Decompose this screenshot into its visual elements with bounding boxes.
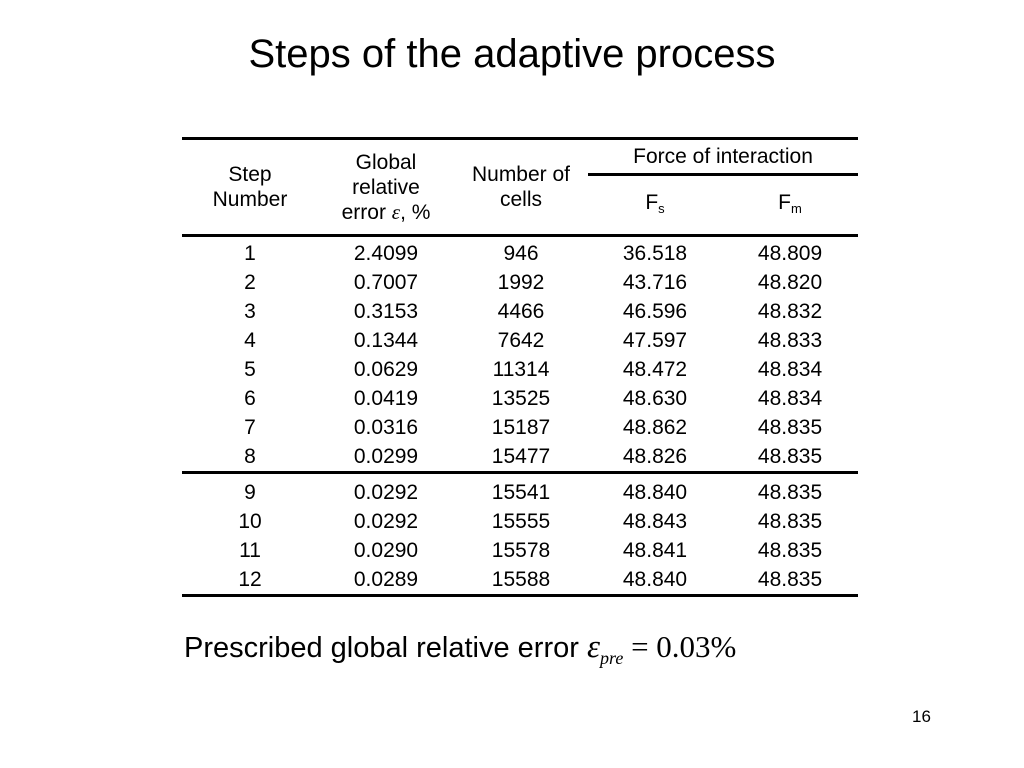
cell-step: 1: [244, 242, 256, 265]
table-row: [182, 442, 858, 473]
cell-fs: 48.841: [622, 539, 688, 562]
header-fs: [588, 175, 722, 236]
header-number-of-cells: [454, 139, 588, 236]
cell-cells: 15588: [491, 568, 551, 591]
table-row: [182, 297, 858, 326]
cell-fm: 48.835: [757, 510, 823, 533]
table-header-row: [182, 139, 858, 175]
cell-fm: 48.835: [757, 481, 823, 504]
cell-fm: 48.834: [757, 387, 823, 410]
cell-fm: 48.809: [757, 242, 823, 265]
cell-fs: 48.840: [622, 481, 688, 504]
header-step-line2: Number: [212, 188, 288, 211]
table-row: [182, 413, 858, 442]
cell-error: 0.7007: [353, 271, 419, 294]
cell-fs: 48.862: [622, 416, 688, 439]
cell-fm: 48.835: [757, 416, 823, 439]
cell-error: 0.1344: [353, 329, 419, 352]
table-body: [182, 236, 858, 596]
header-global-error: [318, 139, 454, 236]
epsilon-subscript: pre: [599, 648, 624, 668]
cell-error: 0.0292: [353, 481, 419, 504]
cell-step: 8: [244, 445, 256, 468]
cell-fs: 48.630: [622, 387, 688, 410]
cell-fm: 48.835: [757, 539, 823, 562]
header-error-line3: error: [341, 200, 386, 224]
cell-fs: 48.840: [622, 568, 688, 591]
header-fs-sub: s: [658, 200, 665, 216]
cell-error: 0.3153: [353, 300, 419, 323]
table-row: [182, 355, 858, 384]
header-fm: [722, 175, 858, 236]
cell-error: 0.0316: [353, 416, 419, 439]
cell-fm: 48.820: [757, 271, 823, 294]
cell-fm: 48.834: [757, 358, 823, 381]
cell-cells: 15555: [491, 510, 551, 533]
header-error-unit: , %: [400, 200, 431, 224]
cell-error: 0.0419: [353, 387, 419, 410]
header-fm-sub: m: [791, 200, 802, 216]
cell-error: 0.0290: [353, 539, 419, 562]
cell-fs: 48.826: [622, 445, 688, 468]
slide-title: Steps of the adaptive process: [248, 32, 776, 76]
cell-cells: 7642: [497, 329, 545, 352]
cell-cells: 15578: [491, 539, 551, 562]
cell-fm: 48.835: [757, 445, 823, 468]
cell-step: 7: [244, 416, 256, 439]
cell-error: 0.0629: [353, 358, 419, 381]
header-force-of-interaction: Force of interaction: [588, 139, 858, 175]
cell-step: 6: [244, 387, 256, 410]
cell-fs: 43.716: [622, 271, 688, 294]
cell-step: 12: [238, 568, 262, 591]
cell-fs: 48.843: [622, 510, 688, 533]
header-cells-line2: cells: [499, 188, 542, 211]
cell-step: 11: [239, 539, 261, 562]
cell-step: 2: [244, 271, 256, 294]
table-row: [182, 536, 858, 565]
note-text: Prescribed global relative error: [184, 632, 579, 664]
cell-cells: 4466: [497, 300, 545, 323]
cell-cells: 946: [503, 242, 539, 265]
cell-fm: 48.832: [757, 300, 823, 323]
cell-step: 10: [238, 510, 262, 533]
cell-fs: 46.596: [622, 300, 688, 323]
cell-fs: 36.518: [622, 242, 688, 265]
epsilon-pre-symbol: ε: [586, 629, 600, 665]
cell-cells: 15477: [491, 445, 551, 468]
header-fm-base: F: [778, 190, 791, 214]
header-error-line2: relative: [352, 175, 420, 199]
header-cells-line1: Number of: [471, 163, 571, 186]
prescribed-error-formula: [586, 629, 737, 668]
cell-step: 9: [244, 481, 256, 504]
header-error-line1: Global: [355, 150, 417, 174]
cell-error: 2.4099: [353, 242, 419, 265]
equals-sign: =: [631, 629, 649, 664]
cell-cells: 15541: [491, 481, 551, 504]
table-row: [182, 236, 858, 269]
cell-error: 0.0289: [353, 568, 419, 591]
cell-fm: 48.835: [757, 568, 823, 591]
cell-cells: 13525: [491, 387, 551, 410]
cell-cells: 11314: [492, 358, 550, 381]
table-row: [182, 326, 858, 355]
epsilon-symbol: ε: [391, 199, 401, 224]
cell-error: 0.0292: [353, 510, 419, 533]
cell-cells: 1992: [497, 271, 545, 294]
table-row: [182, 565, 858, 596]
header-step-number: [182, 139, 318, 236]
table-row: [182, 384, 858, 413]
table-row: [182, 507, 858, 536]
page-number: 16: [912, 707, 931, 726]
cell-fm: 48.833: [757, 329, 823, 352]
prescribed-error-value: 0.03%: [656, 629, 737, 664]
cell-step: 3: [244, 300, 256, 323]
adaptive-process-table: [182, 137, 858, 597]
cell-fs: 48.472: [622, 358, 688, 381]
cell-fs: 47.597: [622, 329, 688, 352]
cell-step: 5: [244, 358, 256, 381]
table-row: [182, 473, 858, 508]
cell-error: 0.0299: [353, 445, 419, 468]
cell-step: 4: [244, 329, 256, 352]
header-step-line1: Step: [228, 163, 272, 186]
header-fs-base: F: [645, 190, 659, 214]
cell-cells: 15187: [491, 416, 551, 439]
prescribed-error-note: [184, 627, 736, 678]
table-row: [182, 268, 858, 297]
